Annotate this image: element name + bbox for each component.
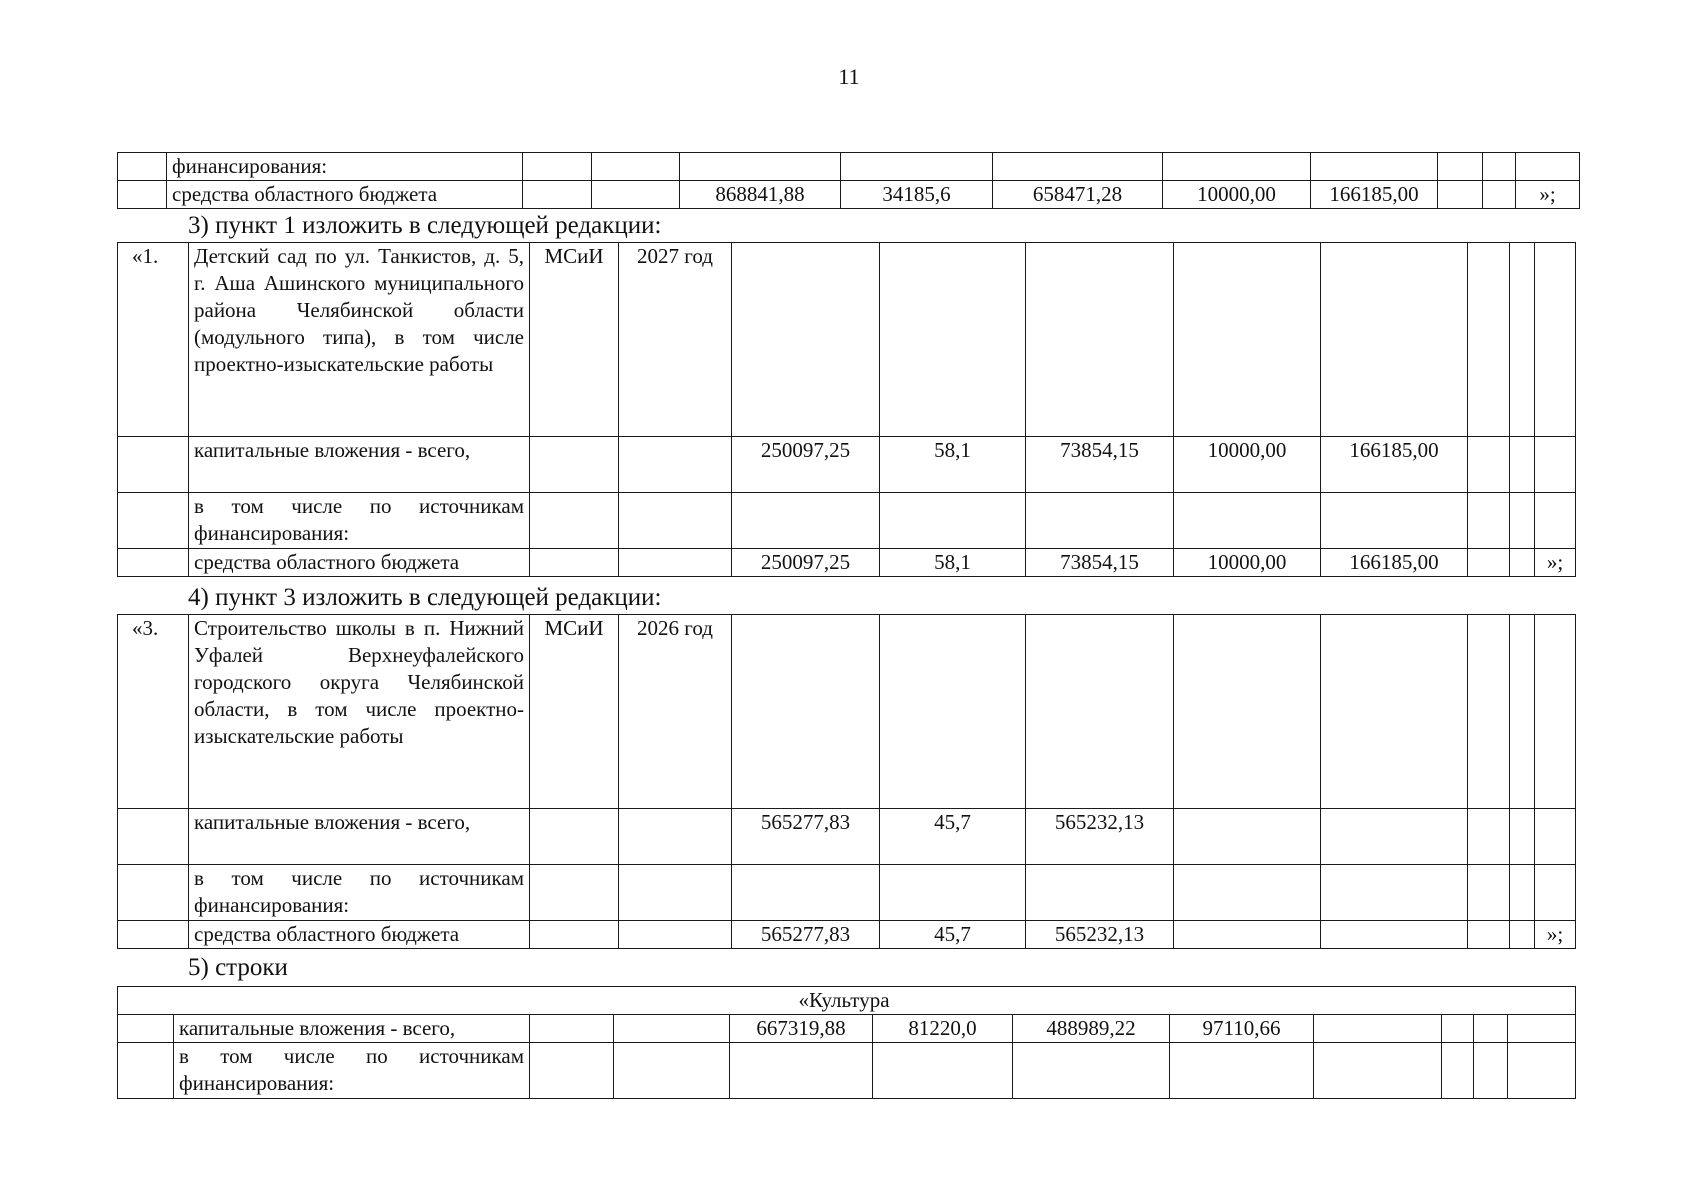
value-cell: [1321, 809, 1468, 865]
value-cell: 488989,22: [1013, 1015, 1170, 1043]
value-cell: [1174, 809, 1321, 865]
row-label: капитальные вложения - всего,: [174, 1015, 530, 1043]
closing-quote: »;: [1516, 181, 1580, 209]
continuation-table: [117, 152, 1580, 209]
row-label: в том числе по источникам финансирования:: [189, 493, 530, 549]
row-label: в том числе по источникам финансирования:: [174, 1043, 530, 1099]
year: 2026 год: [619, 615, 732, 809]
value-cell: 10000,00: [1174, 437, 1321, 493]
object-name: Детский сад по ул. Танкистов, д. 5, г. Аша Ашинского муниципального района Челябинской области (модульного типа), в том числе проектно-изыскательские работы: [189, 243, 530, 437]
value-cell: 166185,00: [1311, 181, 1438, 209]
value-cell: 565232,13: [1026, 809, 1174, 865]
row-label: средства областного бюджета: [189, 921, 530, 949]
row-label: капитальные вложения - всего,: [189, 809, 530, 865]
item-1-table: [117, 242, 1576, 577]
table-row: [118, 1043, 1576, 1099]
table-row: [118, 181, 1580, 209]
table-row: [118, 921, 1576, 949]
object-name: Строительство школы в п. Нижний Уфалей Верхнеуфалейского городского округа Челябинской области, в том числе проектно-изыскательские работы: [189, 615, 530, 809]
culture-table: [117, 986, 1576, 1099]
value-cell: 58,1: [880, 549, 1026, 577]
customer: МСиИ: [530, 243, 619, 437]
year: 2027 год: [619, 243, 732, 437]
customer: МСиИ: [530, 615, 619, 809]
table-row: [118, 437, 1576, 493]
table-row: [118, 549, 1576, 577]
table-row: [118, 243, 1576, 437]
value-cell: 250097,25: [732, 549, 880, 577]
table-row: [118, 865, 1576, 921]
table-row: [118, 615, 1576, 809]
value-cell: 868841,88: [680, 181, 841, 209]
value-cell: 73854,15: [1026, 437, 1174, 493]
table-row: [118, 1015, 1576, 1043]
closing-quote: »;: [1535, 921, 1576, 949]
page-number: 11: [838, 64, 860, 89]
value-cell: 73854,15: [1026, 549, 1174, 577]
value-cell: 166185,00: [1321, 437, 1468, 493]
value-cell: 10000,00: [1174, 549, 1321, 577]
heading-item-5: 5) строки: [188, 954, 288, 981]
value-cell: 97110,66: [1170, 1015, 1314, 1043]
table-row: [118, 809, 1576, 865]
item-number: «3.: [118, 615, 189, 809]
item-number: «1.: [118, 243, 189, 437]
value-cell: 565232,13: [1026, 921, 1174, 949]
value-cell: [1321, 921, 1468, 949]
value-cell: 250097,25: [732, 437, 880, 493]
item-3-table: [117, 614, 1576, 949]
heading-item-4: 4) пункт 3 изложить в следующей редакции:: [188, 584, 662, 611]
value-cell: 45,7: [880, 809, 1026, 865]
value-cell: 667319,88: [730, 1015, 873, 1043]
value-cell: [1174, 921, 1321, 949]
value-cell: 81220,0: [873, 1015, 1013, 1043]
row-label: капитальные вложения - всего,: [189, 437, 530, 493]
row-label: средства областного бюджета: [167, 181, 523, 209]
value-cell: 166185,00: [1321, 549, 1468, 577]
table-row: [118, 987, 1576, 1015]
row-label: финансирования:: [167, 153, 523, 181]
value-cell: [1314, 1015, 1442, 1043]
closing-quote: »;: [1535, 549, 1576, 577]
value-cell: 565277,83: [732, 921, 880, 949]
value-cell: 58,1: [880, 437, 1026, 493]
row-label: в том числе по источникам финансирования:: [189, 865, 530, 921]
value-cell: 658471,28: [993, 181, 1163, 209]
table-row: [118, 153, 1580, 181]
section-title: «Культура: [118, 987, 1576, 1015]
value-cell: 10000,00: [1163, 181, 1311, 209]
value-cell: 565277,83: [732, 809, 880, 865]
table-row: [118, 493, 1576, 549]
row-label: средства областного бюджета: [189, 549, 530, 577]
value-cell: 45,7: [880, 921, 1026, 949]
heading-item-3: 3) пункт 1 изложить в следующей редакции:: [188, 212, 662, 239]
value-cell: 34185,6: [841, 181, 993, 209]
